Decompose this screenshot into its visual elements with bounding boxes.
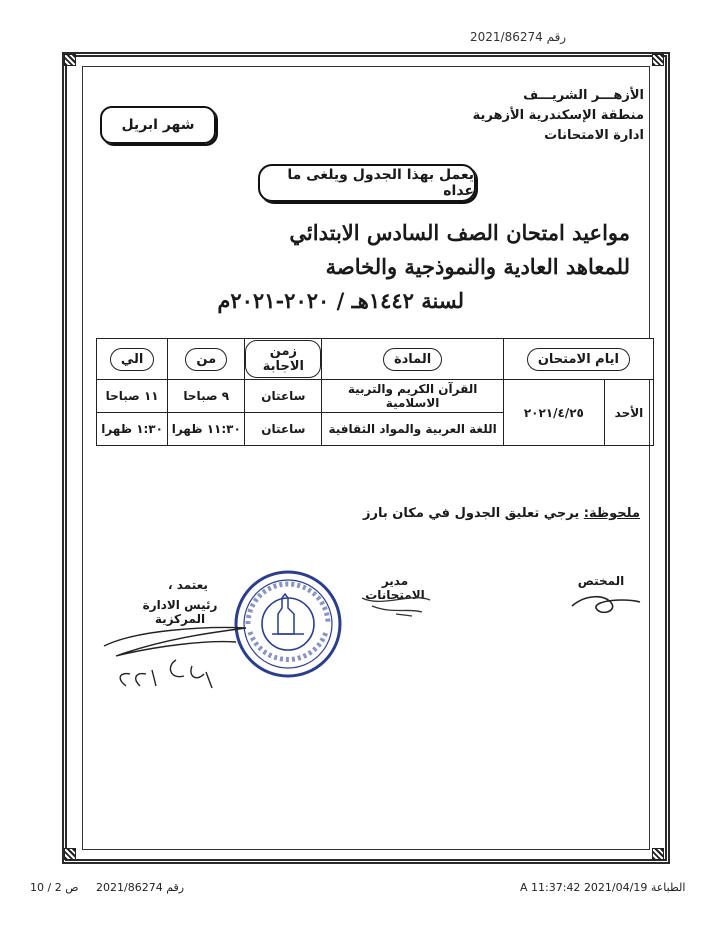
exam-subject: اللغة العربية والمواد الثقافية bbox=[322, 413, 503, 446]
exam-director-signature-icon bbox=[352, 588, 442, 622]
institution-header bbox=[473, 86, 644, 146]
schedule-title-line2: للمعاهد العادية والنموذجية والخاصة bbox=[325, 254, 630, 279]
header-days: ايام الامتحان bbox=[503, 339, 653, 380]
exam-duration: ساعتان bbox=[245, 413, 322, 446]
exam-end-time: ١:٣٠ ظهرا bbox=[97, 413, 168, 446]
header-line-azhar: الأزهـــر الشريـــف bbox=[523, 88, 644, 103]
remark-text: يرجي تعليق الجدول في مكان بارز bbox=[363, 506, 584, 521]
corner-ornament-icon bbox=[652, 54, 664, 66]
central-head-label: رئيس الادارة المركزية bbox=[142, 598, 218, 626]
footer-reference-number: رقم 2021/86274 bbox=[96, 881, 185, 894]
exam-director-label: مدير الامتحانات bbox=[365, 574, 425, 602]
schedule-title-line1: مواعيد امتحان الصف السادس الابتدائي bbox=[289, 220, 630, 245]
print-timestamp: الطباعة 2021/04/19 11:37:42 A bbox=[520, 881, 686, 894]
exam-schedule-table bbox=[96, 338, 654, 446]
top-reference-number: رقم 2021/86274 bbox=[470, 30, 567, 44]
approve-label: يعتمد ، bbox=[168, 578, 208, 592]
exam-duration: ساعتان bbox=[245, 380, 322, 413]
specialist-signature-icon bbox=[566, 588, 646, 620]
exam-day: الأحد bbox=[604, 380, 653, 446]
central-head-signature-icon bbox=[96, 616, 266, 696]
header-subject: المادة bbox=[322, 339, 503, 380]
exam-end-time: ١١ صباحا bbox=[97, 380, 168, 413]
corner-ornament-icon bbox=[64, 848, 76, 860]
exam-subject: القرآن الكريم والتربية الاسلامية bbox=[322, 380, 503, 413]
header-from: من bbox=[168, 339, 245, 380]
validity-notice-box: يعمل بهذا الجدول ويلغى ما عداه bbox=[258, 164, 476, 202]
specialist-label: المختص bbox=[577, 574, 625, 588]
remark bbox=[363, 506, 640, 521]
header-duration: زمن الاجابة bbox=[245, 339, 322, 380]
corner-ornament-icon bbox=[652, 848, 664, 860]
header-to: الي bbox=[97, 339, 168, 380]
remark-label: ملحوظة: bbox=[583, 506, 640, 521]
page-number: ص 2 / 10 bbox=[30, 881, 79, 894]
header-line-region: منطقة الإسكندرية الأزهرية bbox=[472, 108, 644, 123]
header-line-department: ادارة الامتحانات bbox=[544, 128, 644, 143]
exam-start-time: ٩ صباحا bbox=[168, 380, 245, 413]
corner-ornament-icon bbox=[64, 54, 76, 66]
month-label-box: شهر ابريل bbox=[100, 106, 216, 144]
exam-date: ٢٠٢١/٤/٢٥ bbox=[503, 380, 604, 446]
table-header-row bbox=[97, 339, 654, 380]
exam-start-time: ١١:٣٠ ظهرا bbox=[168, 413, 245, 446]
schedule-title-line3: لسنة ١٤٤٢هـ / ٢٠٢٠-٢٠٢١م bbox=[217, 288, 464, 313]
table-row bbox=[97, 380, 654, 413]
